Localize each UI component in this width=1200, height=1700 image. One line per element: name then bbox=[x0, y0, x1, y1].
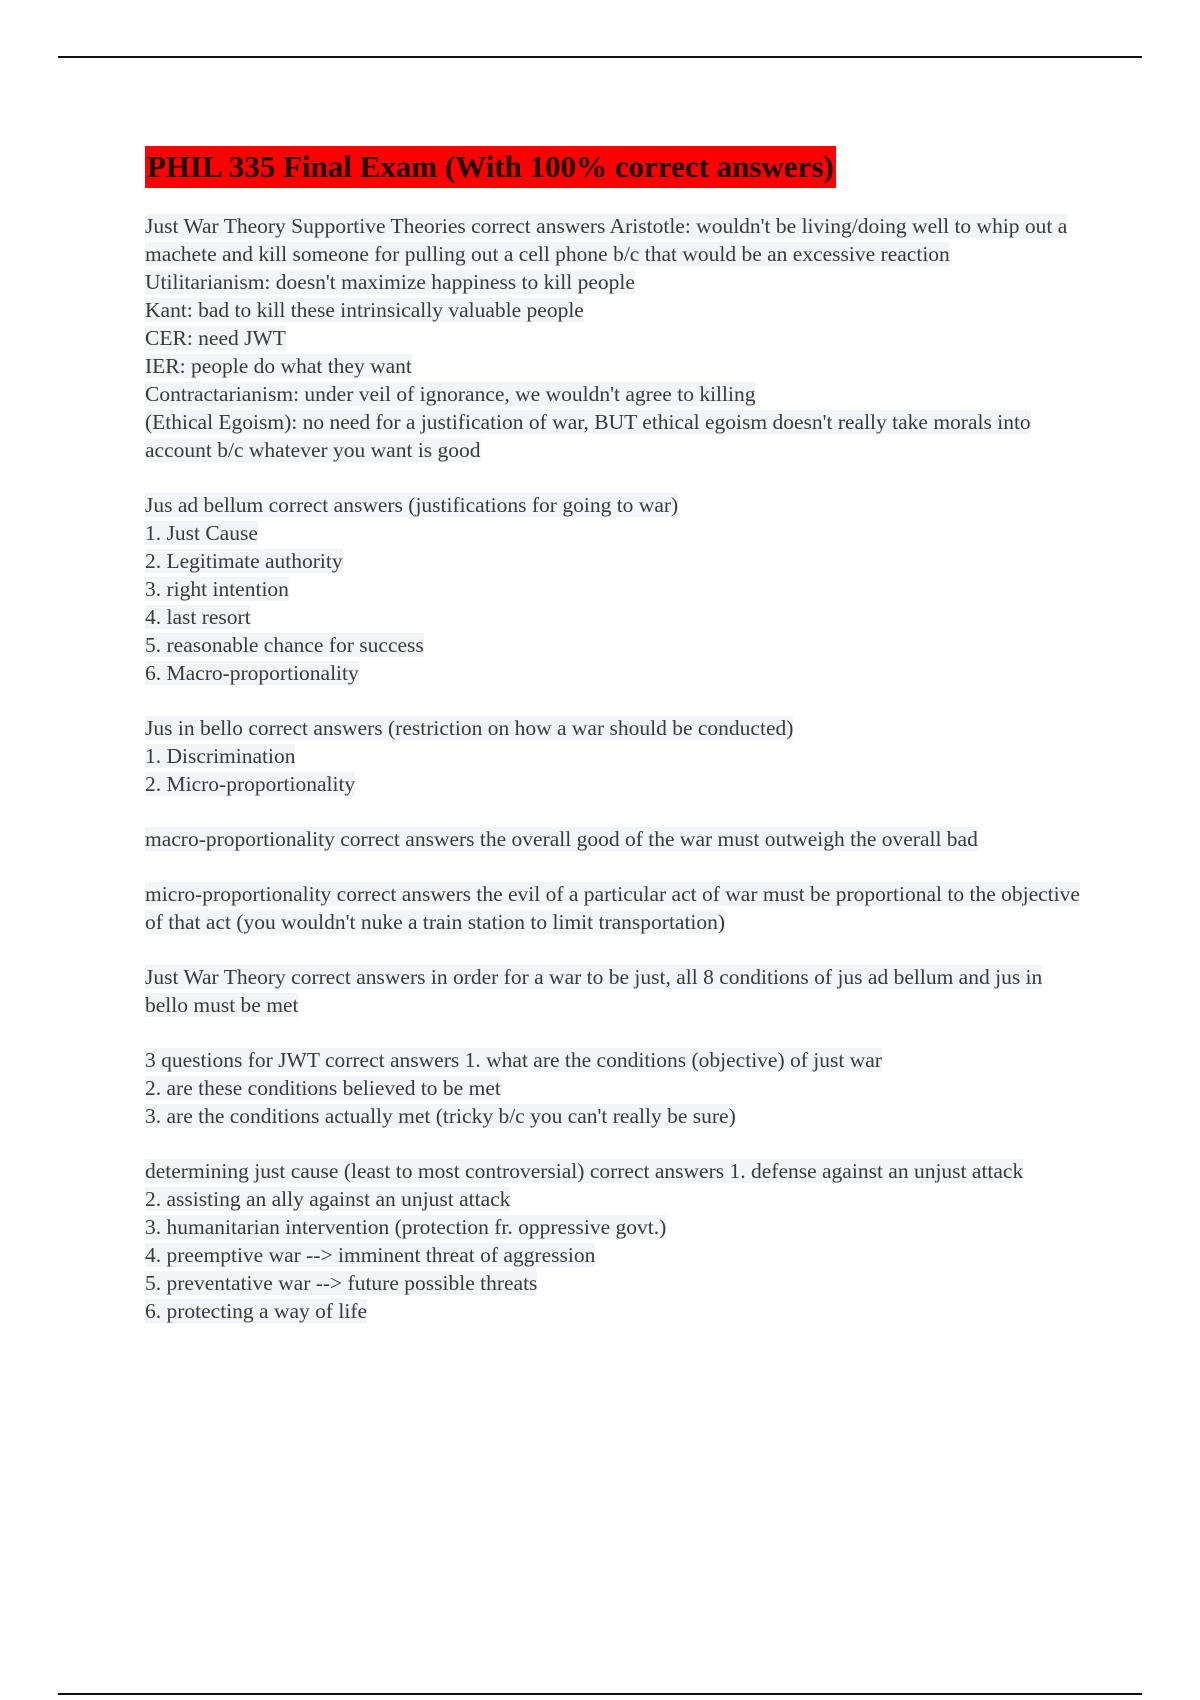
list-item: 3. are the conditions actually met (tricky b/c you can't really be sure) bbox=[145, 1104, 736, 1128]
section-macro-proportionality bbox=[145, 825, 1085, 853]
text-line: micro-proportionality correct answers the evil of a particular act of war must be proportional to the objective of that act (you wouldn't nuke a train station to limit transportation) bbox=[145, 882, 1080, 934]
section-just-war-theory bbox=[145, 963, 1085, 1019]
header-rule bbox=[58, 56, 1142, 58]
list-item: 4. preemptive war --> imminent threat of aggression bbox=[145, 1243, 596, 1267]
text-line: macro-proportionality correct answers the overall good of the war must outweigh the overall bad bbox=[145, 827, 978, 851]
list-item: 3. right intention bbox=[145, 577, 289, 601]
text-line: determining just cause (least to most controversial) correct answers 1. defense against an unjust attack bbox=[145, 1159, 1024, 1183]
list-item: 4. last resort bbox=[145, 605, 251, 629]
document-title: PHIL 335 Final Exam (With 100% correct answers) bbox=[145, 146, 836, 188]
list-item: 5. reasonable chance for success bbox=[145, 633, 424, 657]
section-supportive-theories bbox=[145, 212, 1085, 464]
footer-rule bbox=[58, 1693, 1142, 1695]
section-jus-ad-bellum bbox=[145, 491, 1085, 687]
text-line: (Ethical Egoism): no need for a justification of war, BUT ethical egoism doesn't really take morals into account b/c whatever you want is good bbox=[145, 410, 1031, 462]
list-item: 2. are these conditions believed to be met bbox=[145, 1076, 501, 1100]
text-line: 3 questions for JWT correct answers 1. what are the conditions (objective) of just war bbox=[145, 1048, 882, 1072]
list-item: 6. protecting a way of life bbox=[145, 1299, 368, 1323]
list-item: 5. preventative war --> future possible threats bbox=[145, 1271, 538, 1295]
text-line: Just War Theory correct answers in order for a war to be just, all 8 conditions of jus ad bellum and jus in bello must be met bbox=[145, 965, 1043, 1017]
text-line: Jus in bello correct answers (restriction on how a war should be conducted) bbox=[145, 716, 794, 740]
section-jwt-questions bbox=[145, 1046, 1085, 1130]
document-body bbox=[145, 146, 1085, 1352]
list-item: 6. Macro-proportionality bbox=[145, 661, 359, 685]
list-item: 2. assisting an ally against an unjust attack bbox=[145, 1187, 511, 1211]
list-item: 2. Micro-proportionality bbox=[145, 772, 356, 796]
text-line: Contractarianism: under veil of ignorance, we wouldn't agree to killing bbox=[145, 382, 756, 406]
section-jus-in-bello bbox=[145, 714, 1085, 798]
section-just-cause bbox=[145, 1157, 1085, 1325]
list-item: 3. humanitarian intervention (protection fr. oppressive govt.) bbox=[145, 1215, 667, 1239]
text-line: Utilitarianism: doesn't maximize happiness to kill people bbox=[145, 270, 635, 294]
text-line: Kant: bad to kill these intrinsically valuable people bbox=[145, 298, 584, 322]
list-item: 1. Just Cause bbox=[145, 521, 258, 545]
list-item: 2. Legitimate authority bbox=[145, 549, 343, 573]
text-line: CER: need JWT bbox=[145, 326, 286, 350]
list-item: 1. Discrimination bbox=[145, 744, 296, 768]
text-line: Just War Theory Supportive Theories correct answers Aristotle: wouldn't be living/doing well to whip out a machete and kill someone for pulling out a cell phone b/c that would be an excessive reaction bbox=[145, 214, 1068, 266]
section-micro-proportionality bbox=[145, 880, 1085, 936]
text-line: IER: people do what they want bbox=[145, 354, 412, 378]
text-line: Jus ad bellum correct answers (justifications for going to war) bbox=[145, 493, 679, 517]
